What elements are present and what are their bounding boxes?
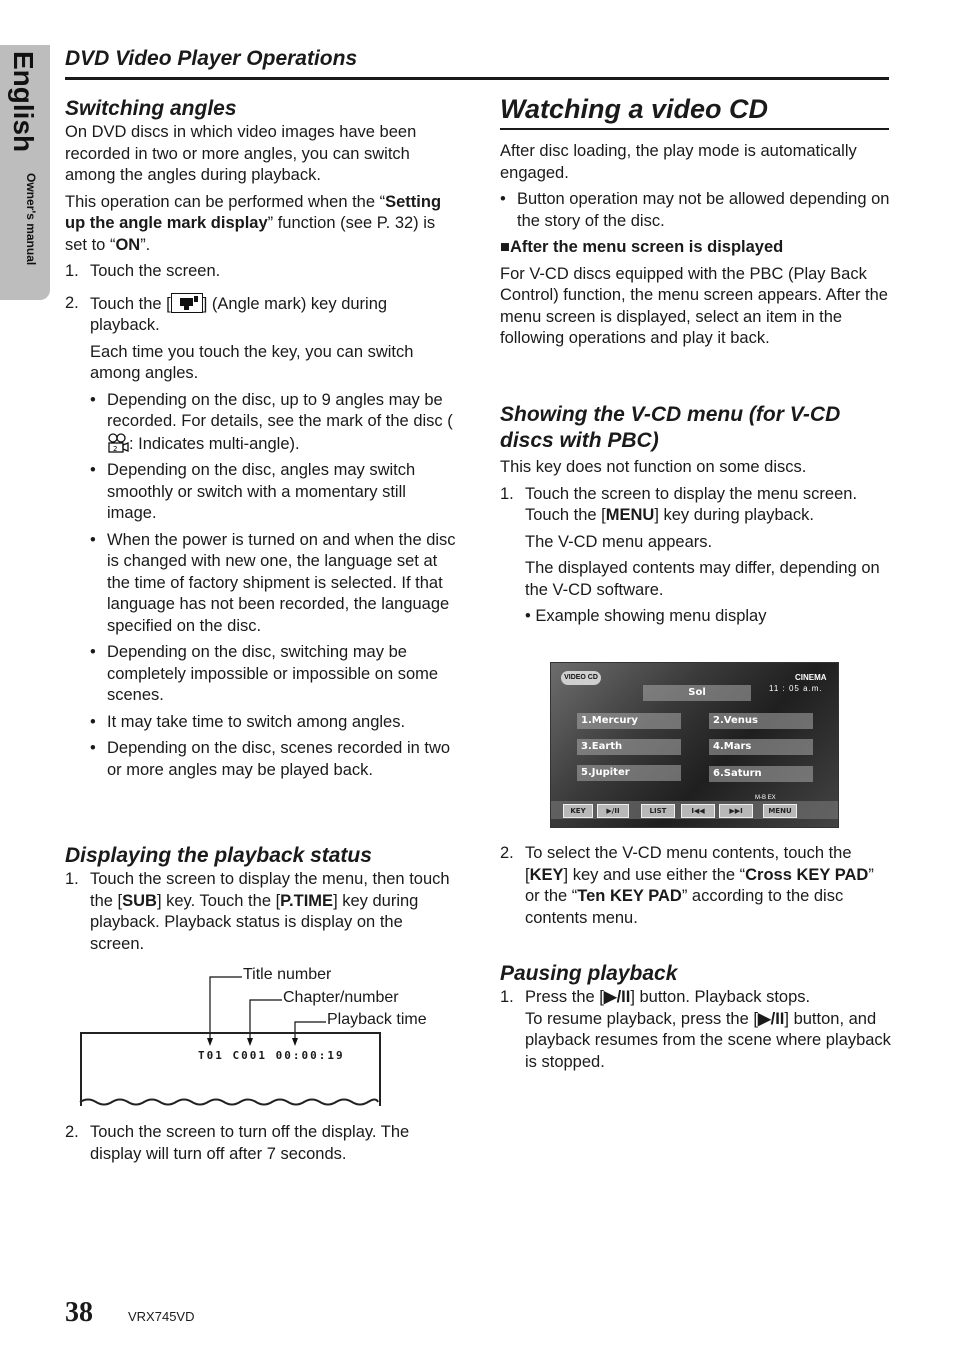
vcd-menu-step-1: 1. Touch the screen to display the menu screen. Touch the [MENU] key during playback. The V-CD menu appears. The displayed contents may differ, depending on the V-CD software. • Example showing menu display	[500, 484, 880, 625]
vcd-next-button[interactable]: ▶▶I	[719, 804, 753, 818]
header-rule	[65, 77, 889, 80]
model-number: VRX745VD	[128, 1309, 195, 1324]
switching-bullet-5: • It may take time to switch among angles.	[90, 712, 406, 731]
status-step-2: 2. Touch the screen to turn off the display. The display will turn off after 7 seconds.	[65, 1123, 410, 1163]
switching-bullet-4: • Depending on the disc, switching may be completely impossible or impossible on some scenes.	[90, 643, 439, 704]
pausing-title: Pausing playback	[500, 962, 678, 985]
side-tab-manual: Owner's manual	[24, 173, 38, 266]
vcd-brand: CINEMA	[795, 673, 827, 682]
vcd-menu-title: Showing the V-CD menu (for V-CD discs with PBC)	[500, 403, 841, 452]
vcd-logo: VIDEO CD	[561, 671, 601, 685]
switching-bullet-3: • When the power is turned on and when the disc is changed with new one, the language set at the time of factory shipment is selected. If that language has not been recorded, the language specified on the disc.	[90, 530, 456, 635]
vcd-heading: Sol	[643, 685, 751, 701]
label-chapter-number: Chapter/number	[283, 989, 399, 1006]
label-title-number: Title number	[243, 966, 332, 983]
vcd-bullet-1: • Button operation may not be allowed depending on the story of the disc.	[500, 190, 890, 230]
playback-status-title: Displaying the playback status	[65, 844, 372, 867]
vcd-menu-button[interactable]: MENU	[763, 804, 797, 818]
vcd-item-1[interactable]: 1.Mercury	[577, 713, 681, 729]
switching-step-2: 2. Touch the [ ] (Angle mark) key during playback. Each time you touch the key, you can switch among angles. • Depending on the disc, up to 9 angles may be recorded. For details, see the mark of the disc ( 2 : Indicates multi-angle). • Depending on the disc, angles may switch smoothly or switch with a momentary still image. • When the power is turned on and when the disc is changed with new one, the language set at the time of factory shipment is selected. If that language has not been recorded, the language specified on the disc. • Depending on the disc, switching may be completely impossible or impossible on some scenes. • It may take time to switch among angles. • Depending on the disc, scenes recorded in two or more angles may be played back.	[65, 293, 457, 782]
angle-mark-icon	[171, 293, 203, 313]
switching-bullet-6: • Depending on the disc, scenes recorded in two or more angles may be played back.	[90, 739, 451, 779]
pausing-step-1: 1. Press the [▶/II] button. Playback stops. To resume playback, press the [▶/II] button, and playback resumes from the scene where playback is stopped.	[500, 988, 891, 1071]
side-tab-language: English	[8, 51, 39, 153]
vcd-item-5[interactable]: 5.Jupiter	[577, 765, 681, 781]
vcd-menu-section	[500, 402, 892, 628]
side-tab	[0, 45, 50, 300]
vcd-play-pause-button[interactable]: ▶/II	[597, 804, 629, 818]
right-intro	[500, 141, 892, 350]
vcd-key-button[interactable]: KEY	[563, 804, 593, 818]
vcd-menu-note: This key does not function on some discs.	[500, 458, 807, 476]
multi-angle-icon	[107, 433, 129, 453]
watching-vcd-title: Watching a video CD	[500, 94, 769, 124]
vcd-p1: After disc loading, the play mode is automatically engaged.	[500, 142, 857, 182]
vcd-item-3[interactable]: 3.Earth	[577, 739, 681, 755]
vcd-item-4[interactable]: 4.Mars	[709, 739, 813, 755]
svg-text:2: 2	[113, 444, 118, 453]
torn-edge	[78, 1094, 380, 1108]
playback-status-section	[65, 843, 457, 955]
vcd-sub-heading: ■After the menu screen is displayed	[500, 238, 784, 256]
switching-step-1: 1. Touch the screen.	[65, 262, 221, 280]
vcd-list-button[interactable]: LIST	[641, 804, 675, 818]
status-step-2-block	[65, 1122, 457, 1165]
vcd-item-2[interactable]: 2.Venus	[709, 713, 813, 729]
vcd-clock: 11 : 05 a.m.	[769, 684, 823, 693]
switching-bullet-2: • Depending on the disc, angles may switch smoothly or switch with a momentary still image.	[90, 461, 416, 522]
switching-p1: On DVD discs in which video images have been recorded in two or more angles, you can switch among the angles during playback.	[65, 123, 417, 184]
section-header: DVD Video Player Operations	[65, 47, 358, 70]
page-number: 38	[65, 1297, 93, 1328]
label-playback-time: Playback time	[327, 1011, 427, 1028]
vcd-item-6[interactable]: 6.Saturn	[709, 766, 813, 782]
vcd-menu-step-2-block	[500, 843, 892, 929]
vcd-menu-screen	[550, 662, 839, 828]
vcd-menu-step-2: 2. To select the V-CD menu contents, touch the [KEY] key and use either the “Cross KEY PAD” or the “Ten KEY PAD” according to the disc contents menu.	[500, 844, 874, 927]
title-rule	[500, 128, 889, 130]
switching-bullet-1: • Depending on the disc, up to 9 angles may be recorded. For details, see the mark of the disc ( 2 : Indicates multi-angle).	[90, 390, 453, 453]
vcd-mode: M-B EX	[755, 795, 776, 801]
vcd-prev-button[interactable]: I◀◀	[681, 804, 715, 818]
osd-status-text: T01 C001 00:00:19	[198, 1049, 345, 1062]
switching-angles-title: Switching angles	[65, 97, 237, 120]
switching-p2: This operation can be performed when the “Setting up the angle mark display” function (see P. 32) is set to “ON”.	[65, 192, 442, 254]
pausing-section	[500, 961, 892, 1073]
left-column	[65, 96, 457, 781]
vcd-p2: For V-CD discs equipped with the PBC (Play Back Control) function, the menu screen appears. After the menu screen is displayed, select an item in the following operations and play it back.	[500, 264, 888, 347]
status-step-1: 1. Touch the screen to display the menu, then touch the [SUB] key. Touch the [P.TIME] key during playback. Playback status is display on the screen.	[65, 870, 450, 953]
